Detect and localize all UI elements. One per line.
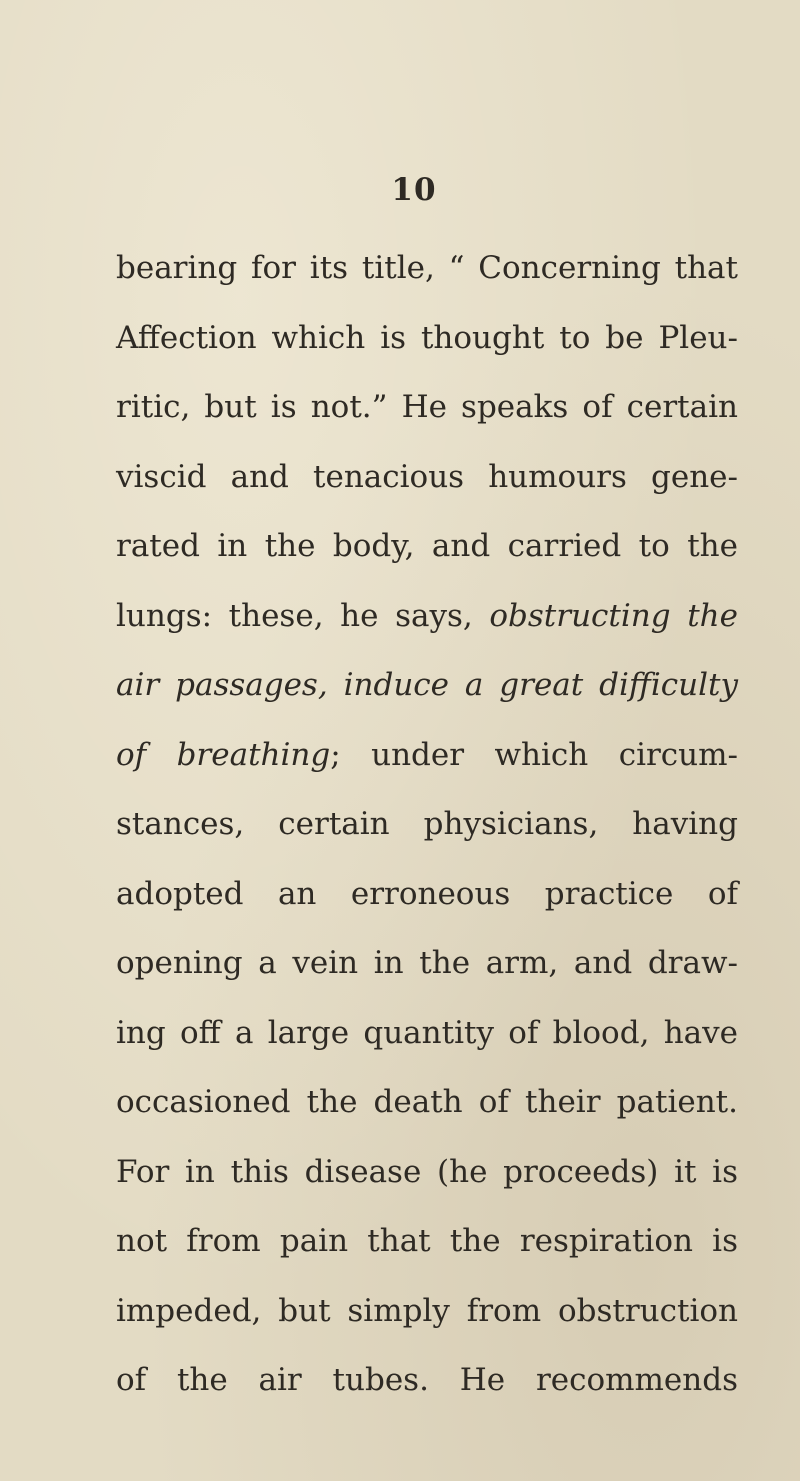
text-run: not from pain that the respiration is — [116, 1223, 738, 1259]
text-run: stances, certain physicians, having — [116, 806, 738, 842]
text-run: Affection which is thought to be Pleu- — [116, 319, 738, 356]
text-run: opening a vein in the arm, and draw- — [116, 945, 738, 981]
text-run: rated in the body, and carried to the — [116, 528, 738, 564]
italic-text: of breathing — [116, 736, 331, 773]
text-run: lungs: these, he says, — [116, 597, 490, 634]
text-line — [116, 651, 738, 721]
italic-text: air passages, induce a great difficulty — [116, 667, 738, 703]
text-line — [116, 234, 738, 304]
text-run: For in this disease (he proceeds) it is — [116, 1153, 738, 1190]
text-line — [116, 443, 738, 513]
text-run: occasioned the death of their patient. — [116, 1084, 738, 1120]
text-line — [116, 373, 738, 443]
text-line — [116, 790, 738, 860]
text-run: ing off a large quantity of blood, have — [116, 1014, 738, 1051]
text-line — [116, 304, 738, 374]
text-run: of the air tubes. He recommends — [116, 1362, 738, 1398]
text-line — [116, 1138, 738, 1208]
text-line — [116, 999, 738, 1069]
text-line — [116, 721, 738, 791]
text-run: bearing for its title, “ Concerning that — [116, 250, 738, 286]
text-line — [116, 1277, 738, 1347]
body-text — [116, 234, 738, 1416]
text-line — [116, 1207, 738, 1277]
text-line — [116, 1346, 738, 1416]
text-line — [116, 1068, 738, 1138]
text-line — [116, 582, 738, 652]
page-number: 10 — [391, 172, 437, 208]
text-line — [116, 860, 738, 930]
text-line — [116, 929, 738, 999]
text-run: viscid and tenacious humours gene- — [116, 458, 738, 495]
italic-text: obstructing the — [489, 597, 738, 634]
text-run: adopted an erroneous practice of — [116, 875, 738, 912]
text-run: ; under which circum- — [330, 736, 738, 773]
text-run: impeded, but simply from obstruction — [116, 1292, 738, 1329]
text-run: ritic, but is not.” He speaks of certain — [116, 389, 738, 425]
text-line — [116, 512, 738, 582]
